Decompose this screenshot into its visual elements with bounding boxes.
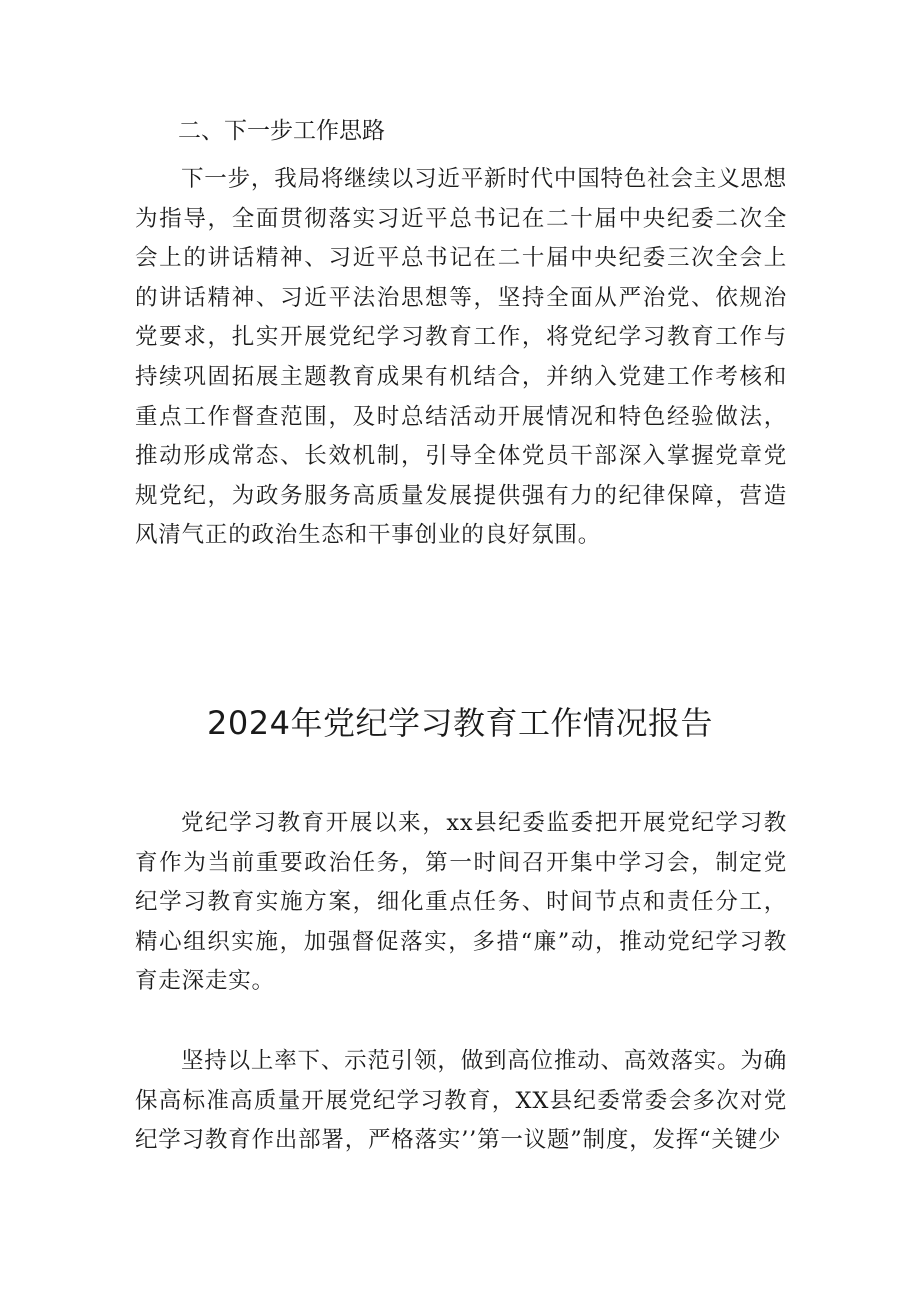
section-paragraph: 下一步，我局将继续以习近平新时代中国特色社会主义思想为指导，全面贯彻落实习近平总书记在二十届中央纪委二次全会上的讲话精神、习近平总书记在二十届中央纪委三次全会上的讲话精神、习近平法治思想等，坚持全面从严治党、依规治党要求，扎实开展党纪学习教育工作，将党纪学习教育工作与持续巩固拓展主题教育成果有机结合，并纳入党建工作考核和重点工作督查范围，及时总结活动开展情况和特色经验做法，推动形成常态、长效机制，引导全体党员干部深入掌握党章党规党纪，为政务服务高质量发展提供强有力的纪律保障，营造风清气正的政治生态和干事创业的良好氛围。 (135, 166, 787, 549)
report-paragraph-2: 坚持以上率下、示范引领，做到高位推动、高效落实。为确保高标准高质量开展党纪学习教育，XX县纪委常委会多次对党纪学习教育作出部署，严格落实’’第一议题”制度，发挥“关键少 (135, 1048, 787, 1154)
section-heading: 二、下一步工作思路 (178, 118, 385, 144)
report-paragraph-1: 党纪学习教育开展以来，xx县纪委监委把开展党纪学习教育作为当前重要政治任务，第一时间召开集中学习会，制定党纪学习教育实施方案，细化重点任务、时间节点和责任分工，精心组织实施，加强督促落实，多措“廉”动，推动党纪学习教育走深走实。 (135, 810, 787, 995)
report-title: 2024年党纪学习教育工作情况报告 (207, 704, 713, 742)
